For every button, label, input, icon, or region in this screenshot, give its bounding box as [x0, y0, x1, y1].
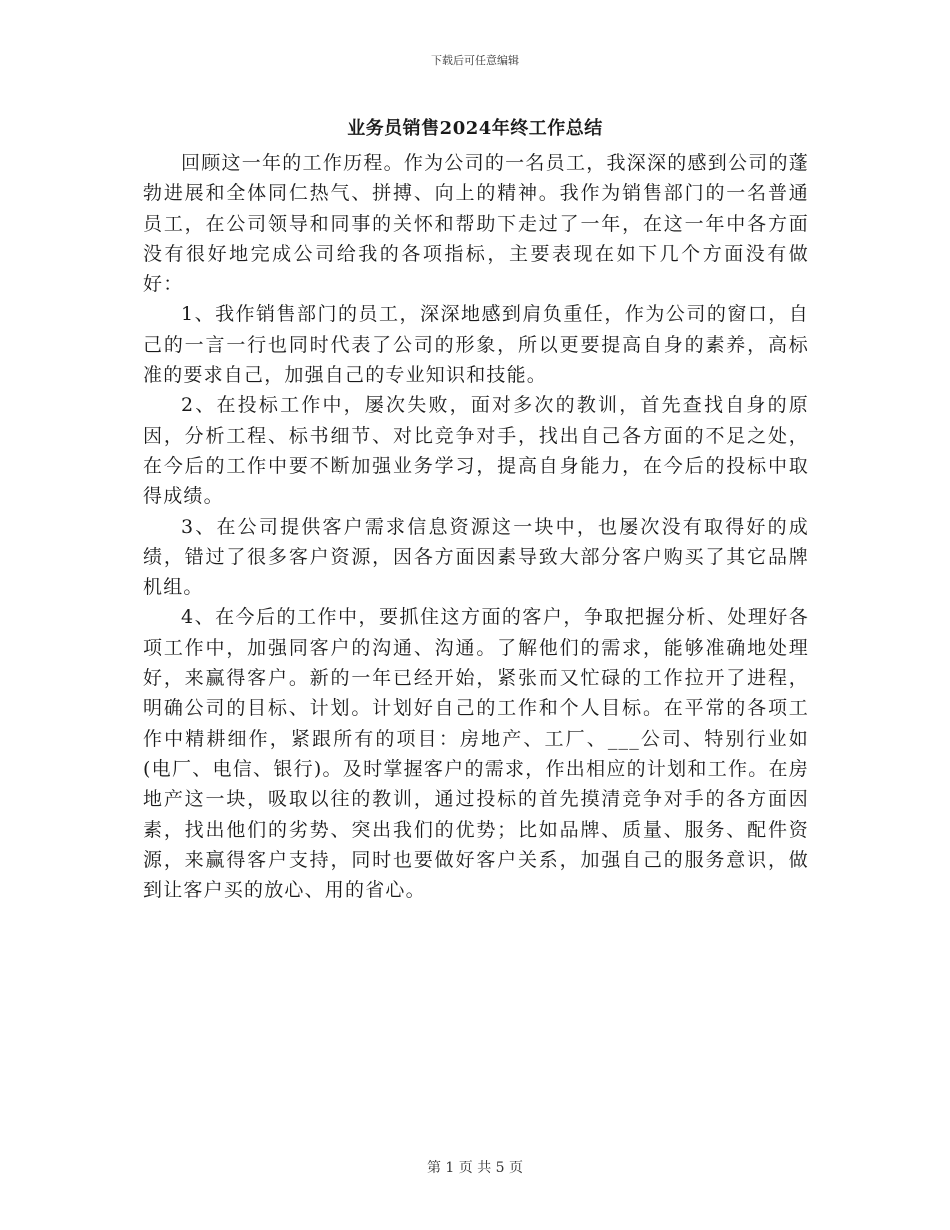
paragraph-point-4: 4、在今后的工作中，要抓住这方面的客户，争取把握分析、处理好各项工作中，加强同客户的沟通、沟通。了解他们的需求，能够准确地处理好，来赢得客户。新的一年已经开始，紧张而又忙碌的工作拉开了进程，明确公司的目标、计划。计划好自己的工作和个人目标。在平常的各项工作中精耕细作，紧跟所有的项目：房地产、工厂、___公司、特别行业如(电厂、电信、银行)。及时掌握客户的需求，作出相应的计划和工作。在房地产这一块，吸取以往的教训，通过投标的首先摸清竞争对手的各方面因素，找出他们的劣势、突出我们的优势；比如品牌、质量、服务、配件资源，来赢得客户支持，同时也要做好客户关系，加强自己的服务意识，做到让客户买的放心、用的省心。: [143, 606, 809, 902]
paragraph-point-3: 3、在公司提供客户需求信息资源这一块中，也屡次没有取得好的成绩，错过了很多客户资源，因各方面因素导致大部分客户购买了其它品牌机组。: [143, 515, 809, 599]
document-body: [143, 148, 809, 905]
paragraph-intro: 回顾这一年的工作历程。作为公司的一名员工，我深深的感到公司的蓬勃进展和全体同仁热气、拼搏、向上的精神。我作为销售部门的一名普通员工，在公司领导和同事的关怀和帮助下走过了一年，在这一年中各方面没有很好地完成公司给我的各项指标，主要表现在如下几个方面没有做好：: [143, 152, 809, 296]
paragraph-point-2: 2、在投标工作中，屡次失败，面对多次的教训，首先查找自身的原因，分析工程、标书细节、对比竞争对手，找出自己各方面的不足之处，在今后的工作中要不断加强业务学习，提高自身能力，在今后的投标中取得成绩。: [143, 394, 809, 508]
document-title: 业务员销售2024年终工作总结: [347, 118, 603, 139]
paragraph-point-1: 1、我作销售部门的员工，深深地感到肩负重任，作为公司的窗口，自己的一言一行也同时代表了公司的形象，所以更要提高自身的素养，高标准的要求自己，加强自己的专业知识和技能。: [143, 303, 809, 387]
page-number: 第 1 页 共 5 页: [426, 1160, 524, 1176]
page-header-note: 下载后可任意编辑: [431, 54, 519, 67]
